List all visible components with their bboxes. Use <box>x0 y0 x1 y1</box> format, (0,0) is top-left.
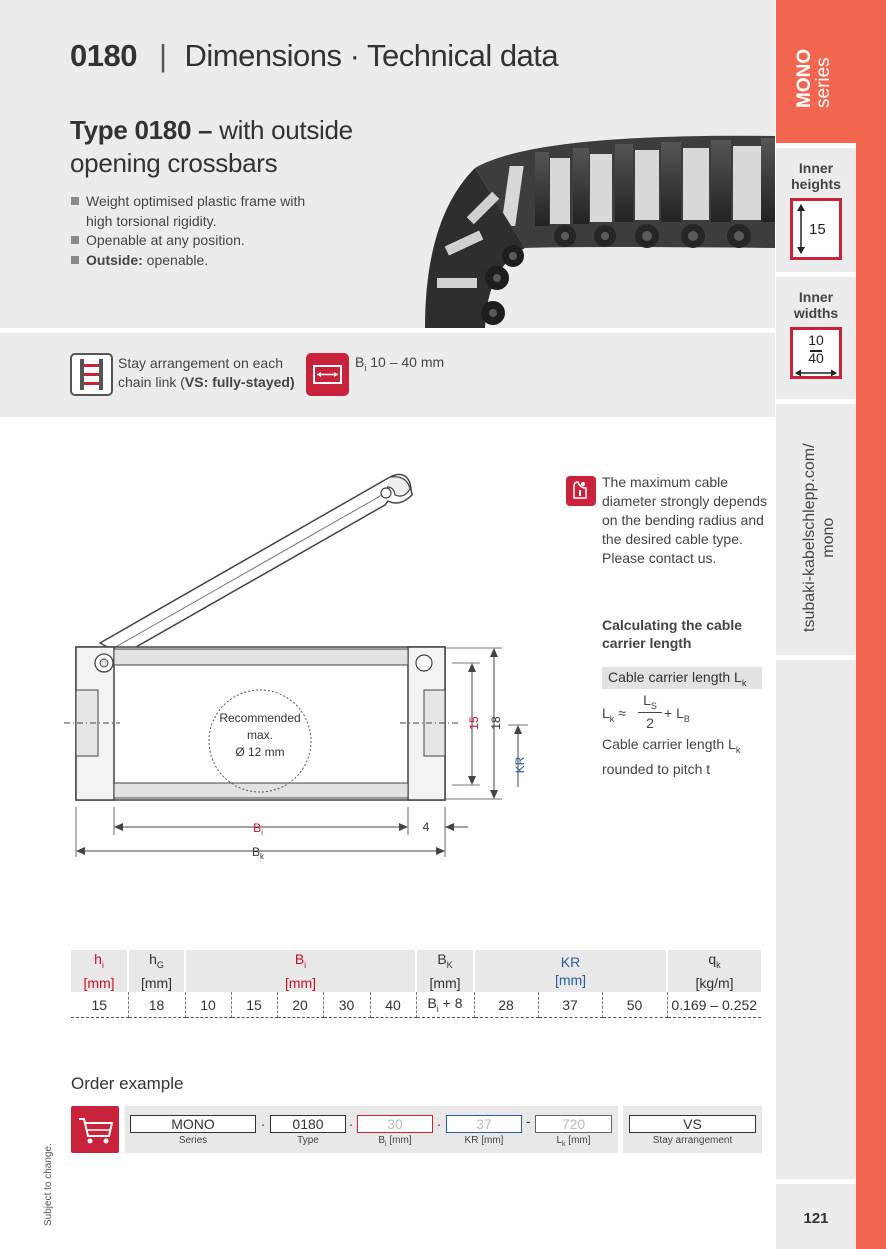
inner-width-range: $B_i$ 10 – 40 mm <box>355 354 445 373</box>
order-separator: . <box>261 1113 265 1129</box>
cell-hg: 18 <box>128 992 185 1018</box>
inner-height-value: 15 <box>809 221 826 238</box>
cart-icon[interactable] <box>71 1106 119 1153</box>
title-separator: | <box>158 38 167 73</box>
mono-series-label: MONO series <box>794 48 834 108</box>
cell-bi: 40 <box>370 992 416 1018</box>
order-type-field[interactable]: 0180 <box>270 1115 346 1133</box>
order-series-label: Series <box>178 1135 208 1146</box>
cell-hi: 15 <box>71 992 128 1018</box>
recommended-max: max. <box>246 728 274 742</box>
inner-heights-card <box>779 148 853 272</box>
dim-bk-label: $B_k$ <box>251 845 265 861</box>
order-length-field[interactable]: 720 <box>535 1115 612 1133</box>
cell-kr: 50 <box>602 992 667 1018</box>
cable-diameter-note: The maximum cable diameter strongly depends on the bending radius and the desired cable type. Please contact us. <box>602 474 767 566</box>
order-length-label: $L_k$ [mm] <box>556 1135 591 1148</box>
table-row <box>71 992 761 1018</box>
col-hg: $h_G$ [mm] <box>128 950 185 992</box>
col-kr: KR [mm] <box>474 950 667 992</box>
order-example-title: Order example <box>71 1074 184 1093</box>
inner-heights-label: Inner heights <box>791 160 841 192</box>
bullet-item: Outside: openable. <box>70 251 330 271</box>
bullet-item: Openable at any position. <box>70 231 330 251</box>
order-stay-label: Stay arrangement <box>652 1135 733 1146</box>
cell-bi: 10 <box>185 992 231 1018</box>
cell-kr: 28 <box>474 992 538 1018</box>
cell-bi: 15 <box>231 992 277 1018</box>
order-kr-field[interactable]: 37 <box>446 1115 522 1133</box>
subject-to-change: Subject to change. <box>43 1143 54 1226</box>
dimensions-table <box>71 950 761 1018</box>
order-separator: . <box>437 1113 441 1129</box>
type-title <box>70 114 430 180</box>
feature-bullets <box>70 192 330 270</box>
cell-bi: 20 <box>277 992 323 1018</box>
stay-arrangement-icon <box>70 353 113 396</box>
calc-title: Calculating the cable carrier length <box>602 617 743 651</box>
order-type-label: Type <box>297 1135 319 1146</box>
order-bi-field[interactable]: 30 <box>357 1115 433 1133</box>
cell-kr: 37 <box>538 992 602 1018</box>
col-qk: $q_k$ [kg/m] <box>667 950 761 992</box>
length-formula: $L_k$ ≈ $L_S$ 2 + $L_B$ <box>602 692 690 731</box>
col-bk: $B_K$ [mm] <box>416 950 474 992</box>
inner-height-box <box>790 198 842 260</box>
order-separator: - <box>526 1113 531 1129</box>
page-number: 121 <box>803 1210 829 1227</box>
title-text: Dimensions · Technical data <box>184 38 559 73</box>
bullet-item: Weight optimised plastic frame with high torsional rigidity. <box>70 192 330 231</box>
fraction-bar <box>638 712 662 713</box>
table-header-row <box>71 950 761 992</box>
dim-outer-height: 18 <box>489 716 503 730</box>
cable-chain-illustration <box>415 128 775 328</box>
recommended-diameter: Ø 12 mm <box>235 745 285 759</box>
inner-width-icon <box>306 353 349 396</box>
sidebar-red-strip <box>856 0 886 1249</box>
cell-bi: 30 <box>323 992 370 1018</box>
dim-bending-radius: KR <box>513 756 527 774</box>
sidebar-divider <box>776 399 856 404</box>
col-hi: $h_i$ [mm] <box>71 950 128 992</box>
order-bi-label: $B_i$ [mm] <box>378 1135 412 1148</box>
col-bi: $B_i$ [mm] <box>185 950 416 992</box>
type-title-bold: Type 0180 – <box>70 115 213 145</box>
calc-formula-header: Cable carrier length $L_k$ <box>602 667 762 689</box>
inner-width-box <box>790 327 842 379</box>
cross-section-drawing <box>60 465 540 865</box>
page-title <box>70 38 558 74</box>
type-title-rest: with outside opening crossbars <box>70 115 353 178</box>
info-icon <box>566 476 596 506</box>
series-number: 0180 <box>70 38 137 73</box>
inner-width-min: 10 <box>808 332 824 348</box>
calc-note: Cable carrier length $L_k$ rounded to pitch t <box>602 736 741 777</box>
recommended-label: Recommended <box>219 711 301 725</box>
sidebar-divider <box>776 655 856 660</box>
cell-bk: $B_i + 8$ <box>416 992 474 1018</box>
order-kr-label: KR [mm] <box>464 1135 504 1146</box>
inner-width-max: 40 <box>808 350 824 366</box>
dim-side-width: 4 <box>422 820 430 834</box>
website-url[interactable]: tsubaki-kabelschlepp.com/ mono <box>801 443 837 632</box>
order-stay-field[interactable]: VS <box>629 1115 756 1133</box>
order-series-field[interactable]: MONO <box>130 1115 256 1133</box>
dim-inner-height: 15 <box>467 716 481 730</box>
inner-widths-card <box>779 277 853 399</box>
dim-bi-label: $B_i$ <box>253 821 263 837</box>
features-band <box>0 333 775 417</box>
order-separator: . <box>349 1113 353 1129</box>
stay-arrangement-text: Stay arrangement on each chain link (VS: fully-stayed) <box>118 355 295 390</box>
cell-qk: 0.169 – 0.252 <box>667 992 761 1018</box>
inner-widths-label: Inner widths <box>793 289 839 321</box>
